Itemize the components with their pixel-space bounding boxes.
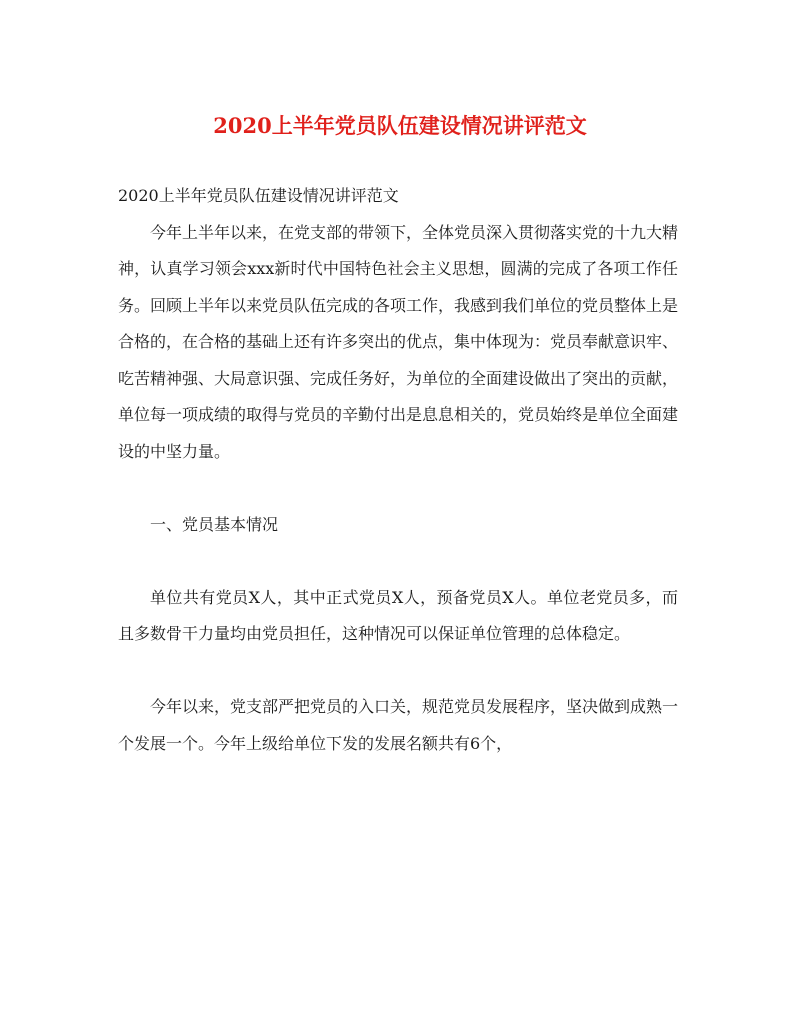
section-paragraph-members: 单位共有党员X人，其中正式党员X人，预备党员X人。单位老党员多，而且多数骨干力量均由党员担任，这种情况可以保证单位管理的总体稳定。 [118,587,678,643]
section-paragraph-development: 今年以来，党支部严把党员的入口关，规范党员发展程序，坚决做到成熟一个发展一个。今年上级给单位下发的发展名额共有6个， [118,697,679,753]
document-body [118,178,678,762]
section-heading: 一、党员基本情况 [150,514,279,534]
document-subtitle: 2020上半年党员队伍建设情况讲评范文 [118,186,399,205]
paragraph-spacer [118,543,678,580]
paragraph-spacer [118,470,678,507]
intro-paragraph: 今年上半年以来，在党支部的带领下，全体党员深入贯彻落实党的十九大精神，认真学习领会xxx新时代中国特色社会主义思想，圆满的完成了各项工作任务。回顾上半年以来党员队伍完成的各项工作，我感到我们单位的党员整体上是合格的，在合格的基础上还有许多突出的优点，集中体现为：党员奉献意识牢、吃苦精神强、大局意识强、完成任务好，为单位的全面建设做出了突出的贡献，单位每一项成绩的取得与党员的辛勤付出是息息相关的，党员始终是单位全面建设的中坚力量。 [118,222,679,461]
paragraph-spacer [118,653,678,690]
document-title: 2020上半年党员队伍建设情况讲评范文 [213,113,587,138]
